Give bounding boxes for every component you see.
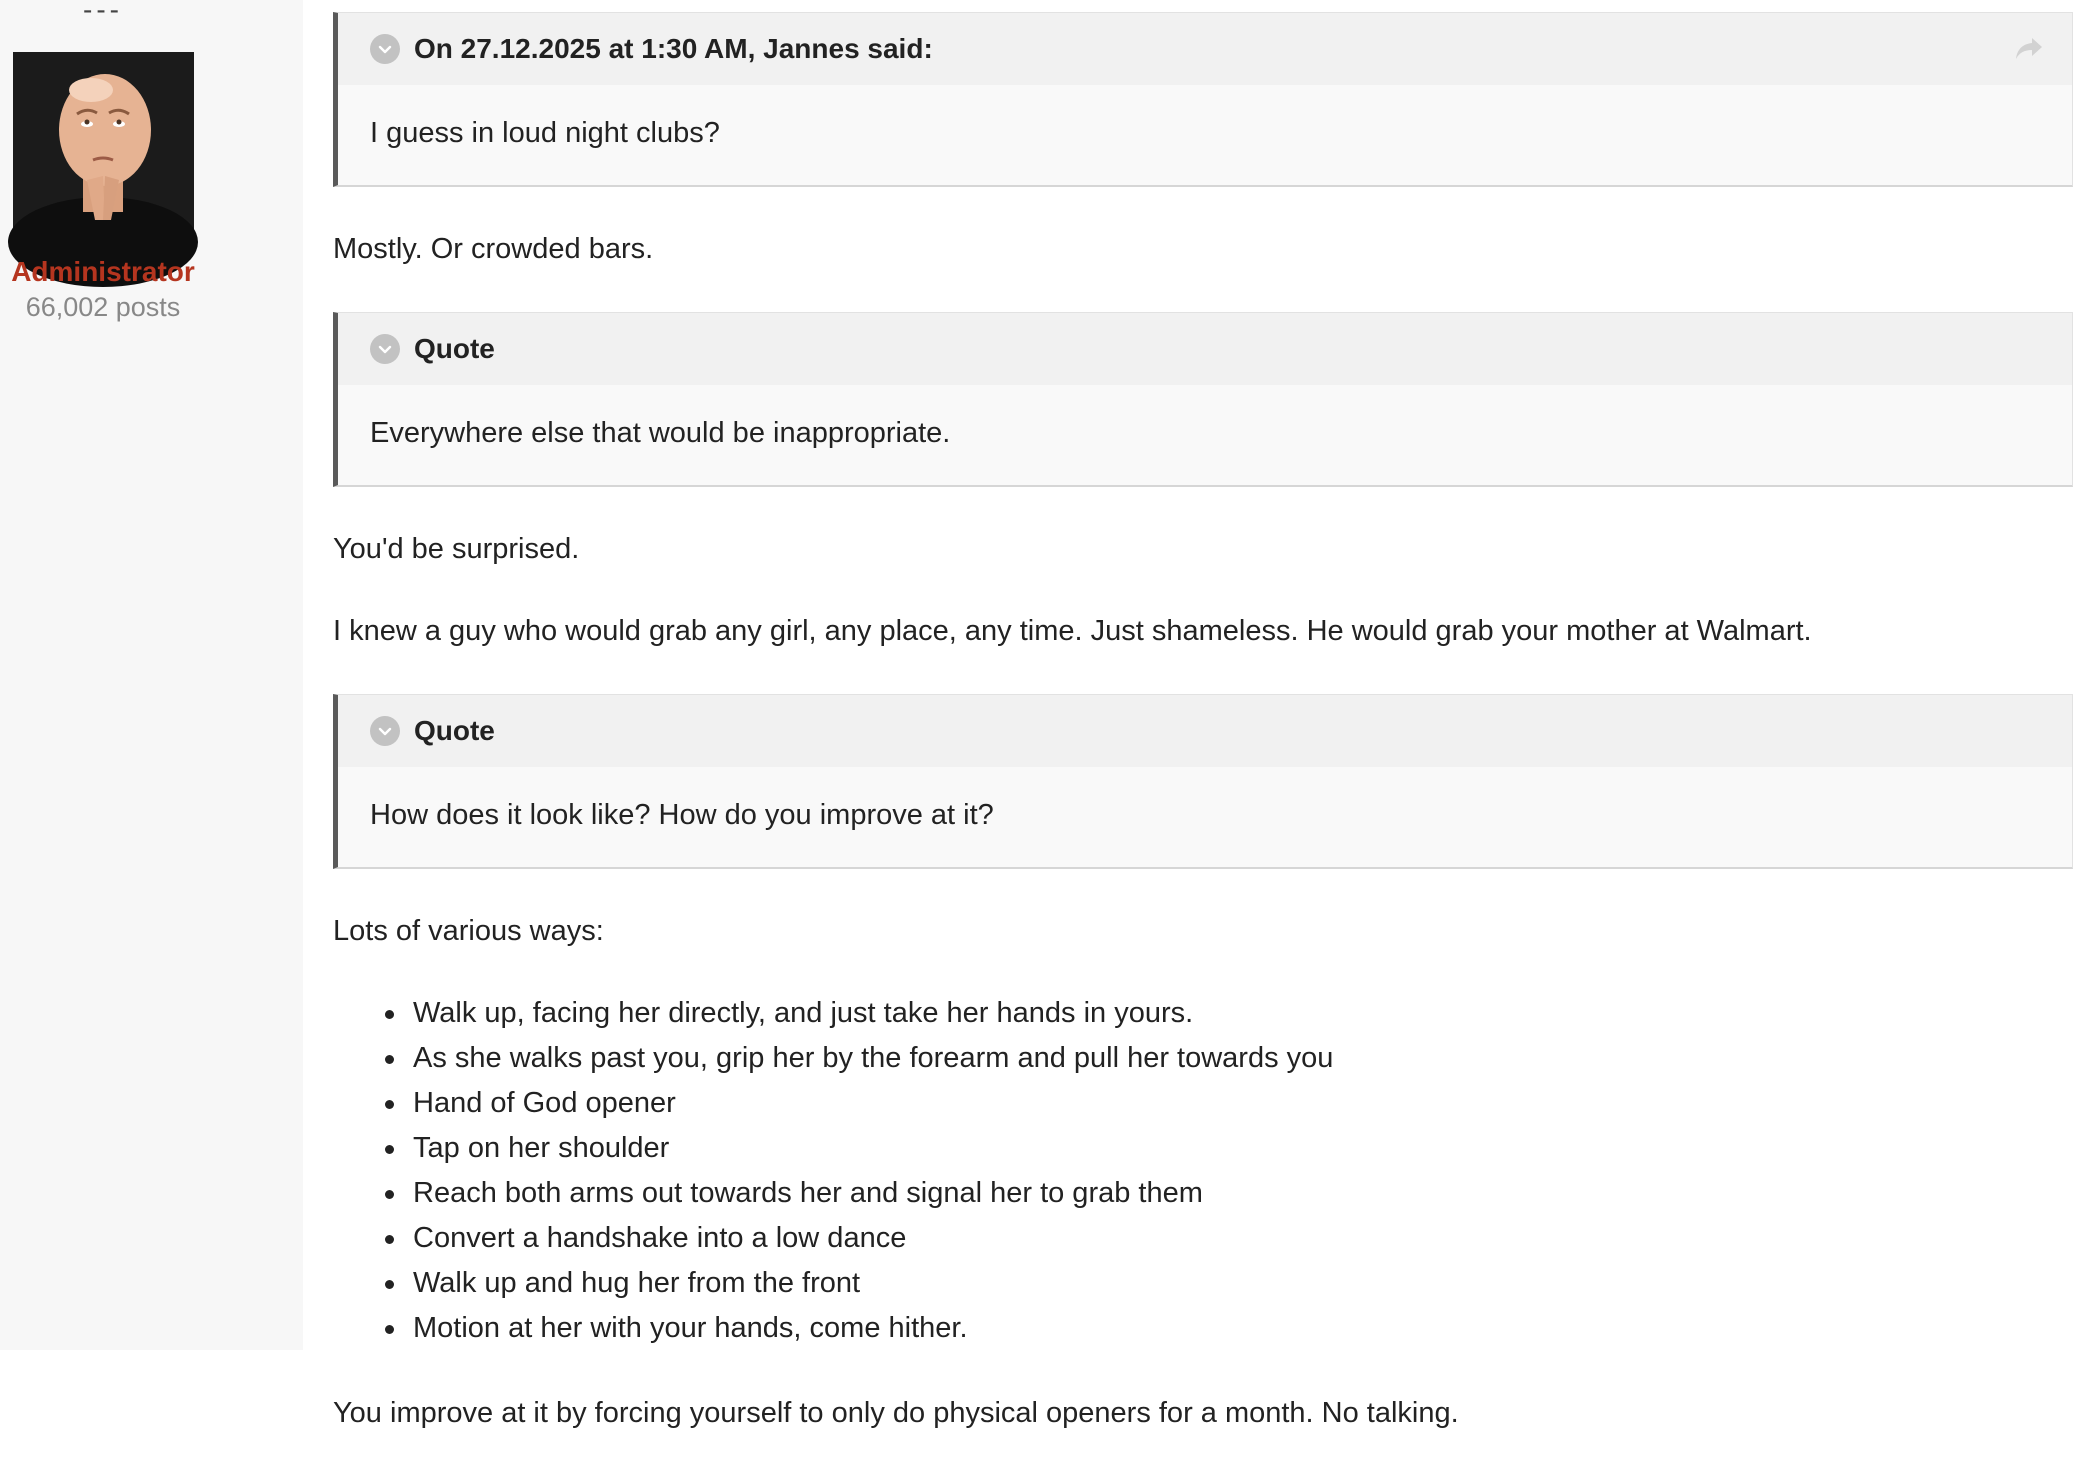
post-paragraph: You'd be surprised.: [333, 533, 580, 566]
quote-block: [333, 694, 2073, 869]
post-paragraph: Mostly. Or crowded bars.: [333, 232, 654, 265]
chevron-down-icon[interactable]: [370, 34, 400, 64]
share-icon[interactable]: [2014, 35, 2044, 61]
quote-title: Quote: [414, 715, 495, 747]
chevron-down-icon[interactable]: [370, 716, 400, 746]
quote-header: [338, 313, 2072, 385]
list-item: Reach both arms out towards her and signal her to grab them: [385, 1171, 2073, 1216]
post-paragraph: I knew a guy who would grab any girl, any place, any time. Just shameless. He would grab your mother at Walmart.: [333, 614, 1812, 647]
quote-body: Everywhere else that would be inappropriate.: [370, 417, 951, 450]
list-item: Hand of God opener: [385, 1081, 2073, 1126]
list-item: Walk up and hug her from the front: [385, 1261, 2073, 1306]
quote-header: [338, 695, 2072, 767]
post-paragraph: You improve at it by forcing yourself to only do physical openers for a month. No talking.: [333, 1396, 1459, 1429]
quote-body: I guess in loud night clubs?: [370, 117, 720, 149]
quote-title: Quote: [414, 333, 495, 365]
list-item: Convert a handshake into a low dance: [385, 1216, 2073, 1261]
quote-attribution[interactable]: On 27.12.2025 at 1:30 AM, Jannes said:: [414, 32, 933, 64]
list-item: Tap on her shoulder: [385, 1126, 2073, 1171]
post-paragraph: Lots of various ways:: [333, 915, 604, 948]
list-item: Motion at her with your hands, come hither.: [385, 1306, 2073, 1351]
author-post-count: 66,002 posts: [25, 292, 181, 322]
quote-body: How does it look like? How do you improve at it?: [370, 799, 994, 832]
list-item: As she walks past you, grip her by the forearm and pull her towards you: [385, 1036, 2073, 1081]
list-item: Walk up, facing her directly, and just take her hands in yours.: [385, 991, 2073, 1036]
quote-block: [333, 312, 2073, 487]
bullet-list: [333, 991, 2073, 1351]
post-content: [333, 12, 2073, 1477]
quote-header: [338, 13, 2072, 85]
author-role[interactable]: Administrator: [11, 256, 195, 287]
quote-block: [333, 12, 2073, 187]
avatar-image: [13, 52, 194, 233]
avatar[interactable]: [13, 52, 194, 233]
chevron-down-icon[interactable]: [370, 334, 400, 364]
author-sidebar: [0, 0, 303, 1350]
author-separator: ---: [83, 0, 123, 25]
